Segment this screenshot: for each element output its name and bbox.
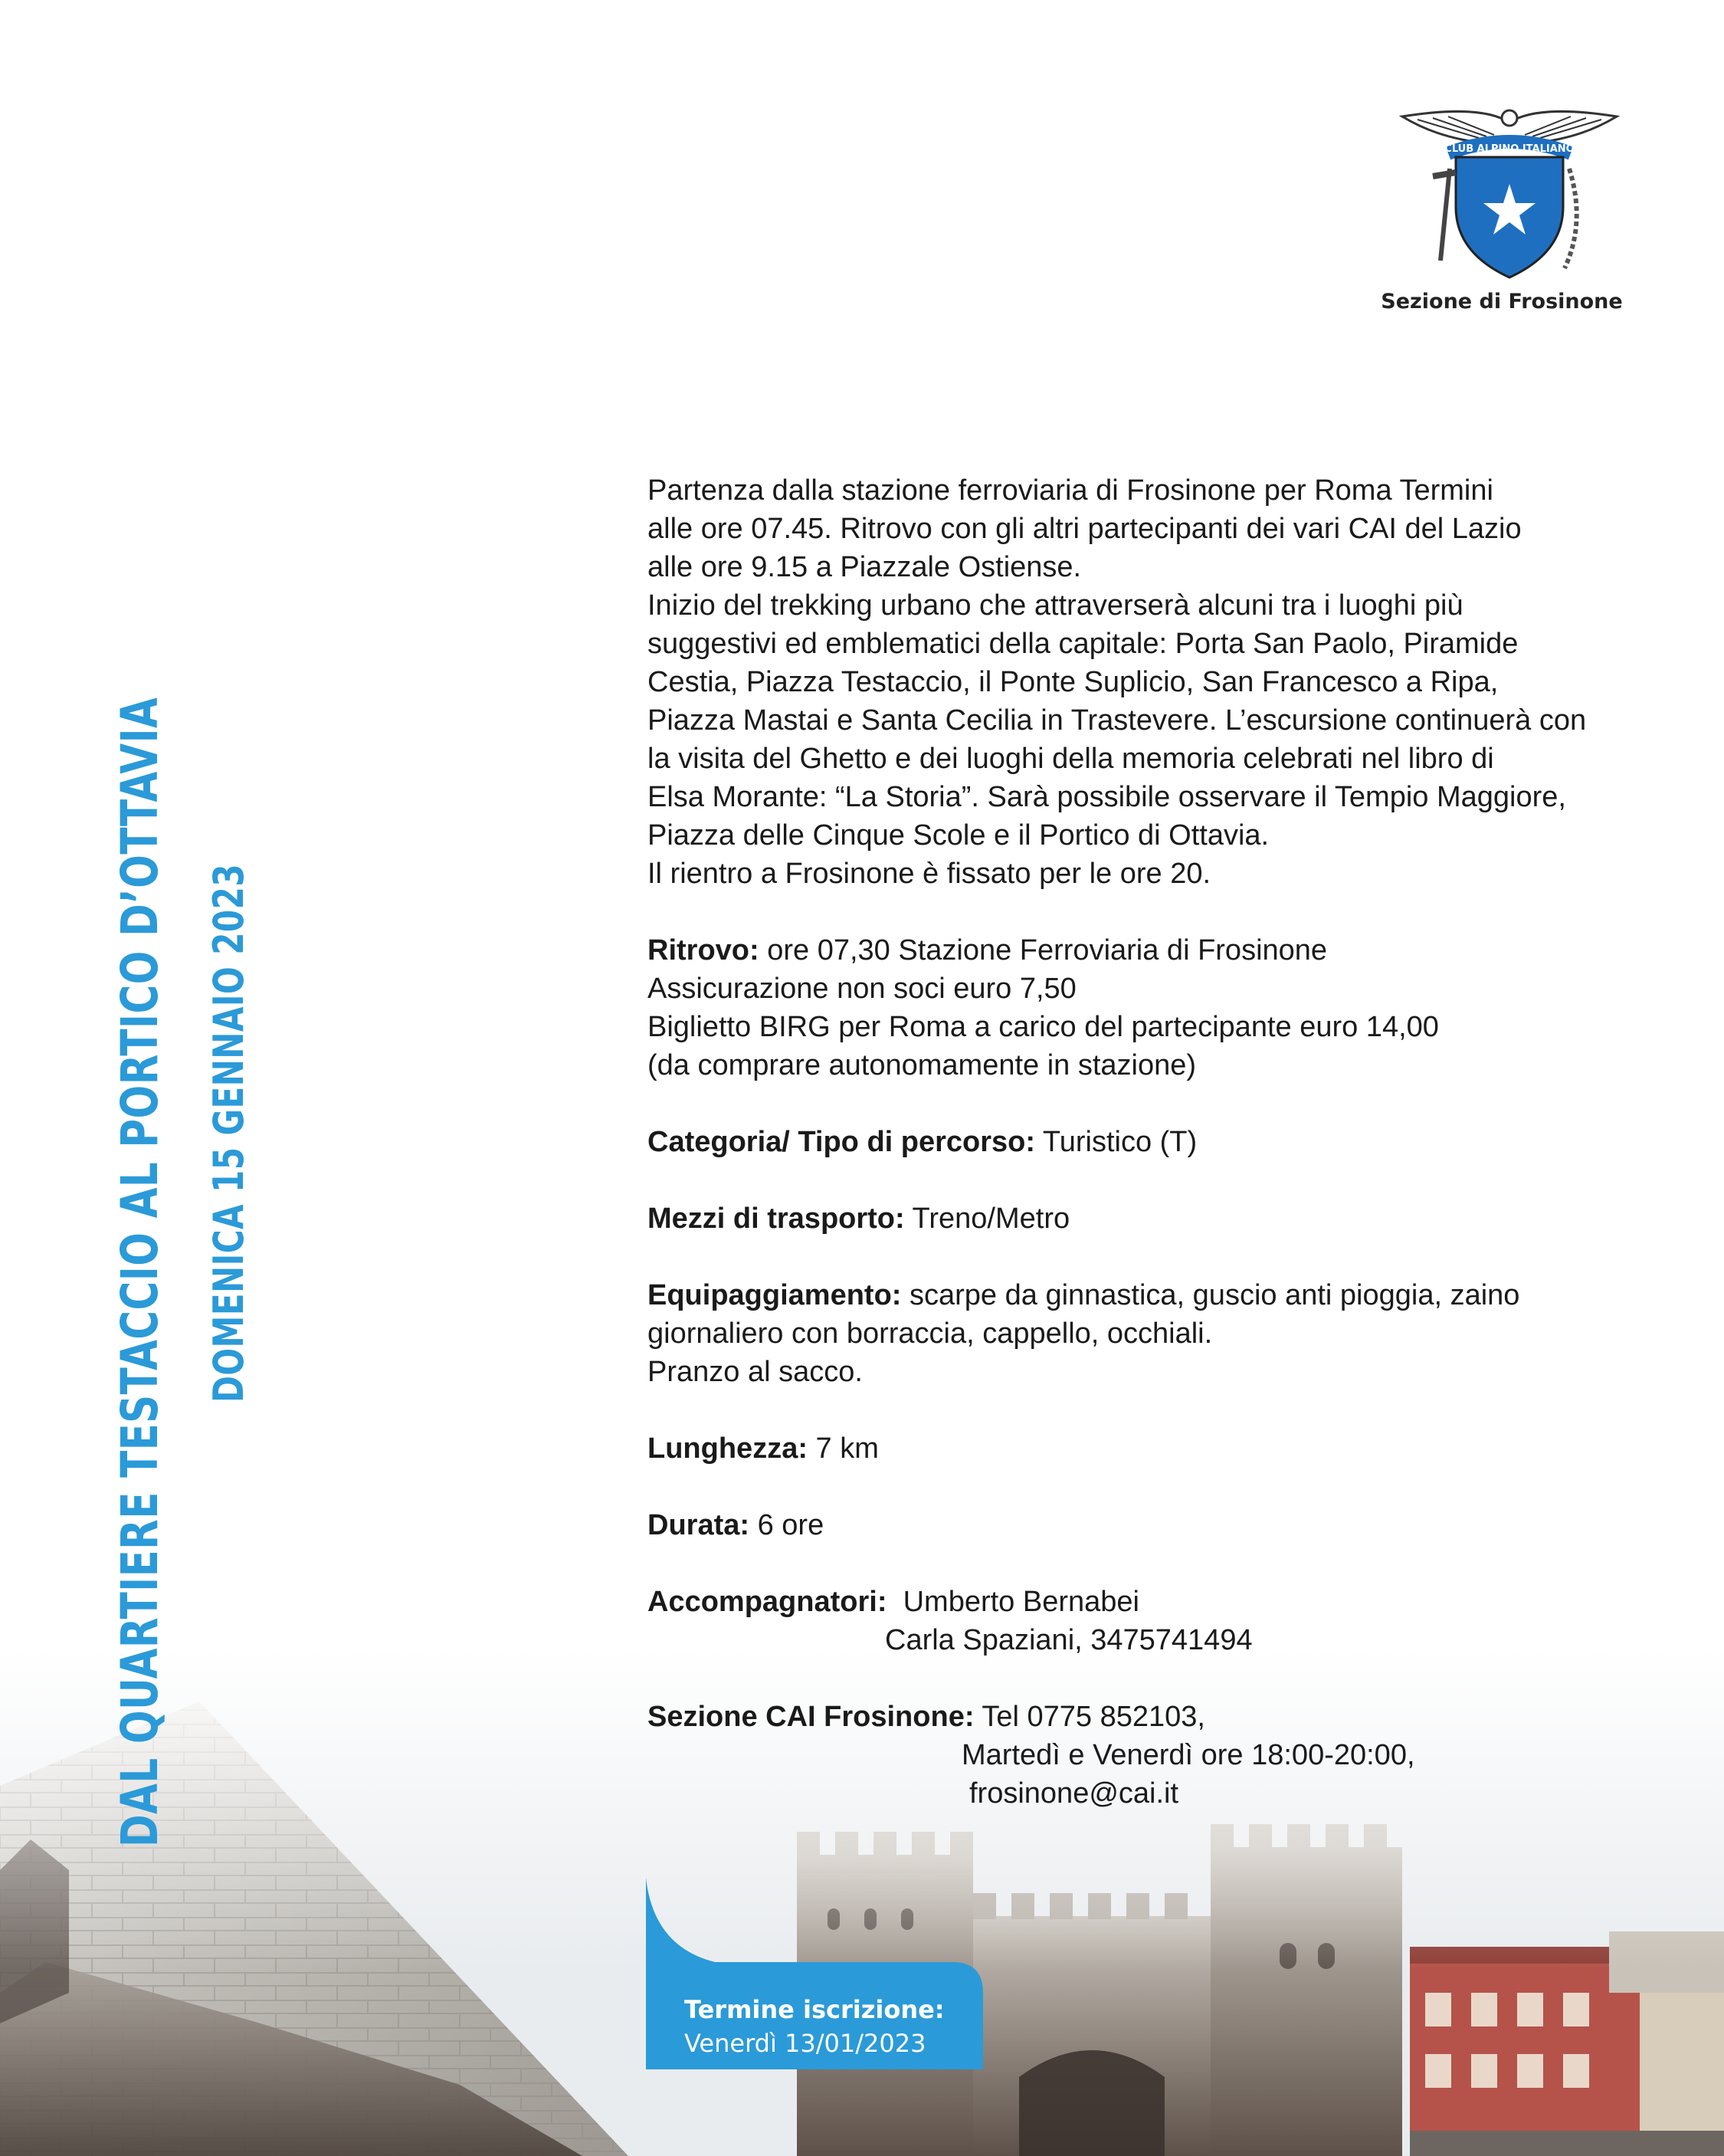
categoria-value: Turistico (T) — [1035, 1126, 1198, 1158]
durata-value: 6 ore — [749, 1509, 824, 1541]
sezione-phone: Tel 0775 852103, — [974, 1701, 1205, 1733]
description-line: Piazza delle Cinque Scole e il Portico di Ottavia. — [647, 819, 1270, 852]
lunghezza-value: 7 km — [807, 1432, 879, 1465]
ritrovo-line: Assicurazione non soci euro 7,50 — [647, 973, 1077, 1005]
accompagnatori-line: Carla Spaziani, 3475741494 — [885, 1624, 1253, 1656]
mezzi-label: Mezzi di trasporto: — [647, 1203, 905, 1235]
ritrovo-row — [647, 931, 1628, 970]
description-line: la visita del Ghetto e dei luoghi della memoria celebrati nel libro di — [647, 743, 1494, 775]
emblem-text: CLUB ALPINO ITALIANO — [1444, 143, 1575, 155]
equipaggiamento-line: Pranzo al sacco. — [647, 1356, 863, 1388]
description-line: Il rientro a Frosinone è fissato per le ore 20. — [647, 858, 1211, 890]
cai-logo-emblem — [1395, 100, 1624, 299]
equipaggiamento-row — [647, 1276, 1628, 1314]
ritrovo-label: Ritrovo: — [647, 934, 759, 966]
accompagnatori-value: Umberto Bernabei — [887, 1586, 1139, 1618]
event-title: DAL QUARTIERE TESTACCIO AL PORTICO D’OTTAVIA — [110, 697, 169, 1848]
mezzi-value: Treno/Metro — [904, 1203, 1070, 1235]
description-line: alle ore 9.15 a Piazzale Ostiense. — [647, 551, 1082, 583]
lunghezza-label: Lunghezza: — [647, 1432, 808, 1465]
description-line: Partenza dalla stazione ferroviaria di Frosinone per Roma Termini — [647, 474, 1493, 507]
categoria-label: Categoria/ Tipo di percorso: — [647, 1126, 1036, 1158]
ritrovo-value: ore 07,30 Stazione Ferroviaria di Frosinone — [759, 934, 1328, 966]
sezione-email[interactable]: frosinone@cai.it — [969, 1777, 1179, 1810]
deadline-text — [684, 1993, 945, 2060]
description-line: Inizio del trekking urbano che attraverserà alcuni tra i luoghi più — [647, 589, 1463, 622]
deadline-label: Termine iscrizione: — [684, 1995, 945, 2024]
durata-row — [647, 1506, 1628, 1544]
description-line: Elsa Morante: “La Storia”. Sarà possibile osservare il Tempio Maggiore, — [647, 781, 1566, 813]
equipaggiamento-value: scarpe da ginnastica, guscio anti pioggia, zaino — [901, 1279, 1520, 1311]
event-details — [647, 471, 1628, 1813]
accompagnatori-label: Accompagnatori: — [647, 1586, 887, 1618]
description-line: alle ore 07.45. Ritrovo con gli altri partecipanti dei vari CAI del Lazio — [647, 513, 1522, 545]
description-line: Cestia, Piazza Testaccio, il Ponte Suplicio, San Francesco a Ripa, — [647, 666, 1499, 698]
sezione-label: Sezione CAI Frosinone: — [647, 1701, 975, 1733]
accompagnatori-row — [647, 1583, 1628, 1621]
equipaggiamento-line: giornaliero con borraccia, cappello, occhiali. — [647, 1318, 1213, 1350]
ritrovo-line: (da comprare autonomamente in stazione) — [647, 1049, 1197, 1081]
mezzi-row — [647, 1199, 1628, 1238]
durata-label: Durata: — [647, 1509, 750, 1541]
equipaggiamento-label: Equipaggiamento: — [647, 1279, 902, 1311]
description-line: Piazza Mastai e Santa Cecilia in Trastevere. L’escursione continuerà con — [647, 704, 1587, 737]
sezione-row — [647, 1698, 1628, 1736]
categoria-row — [647, 1123, 1628, 1161]
lunghezza-row — [647, 1429, 1628, 1468]
description-line: suggestivi ed emblematici della capitale: Porta San Paolo, Piramide — [647, 628, 1519, 660]
sezione-hours: Martedì e Venerdì ore 18:00-20:00, — [962, 1739, 1415, 1771]
section-name: Sezione di Frosinone — [1381, 290, 1623, 313]
event-date: DOMENICA 15 GENNAIO 2023 — [205, 863, 253, 1403]
ritrovo-line: Biglietto BIRG per Roma a carico del partecipante euro 14,00 — [647, 1011, 1439, 1043]
deadline-date: Venerdì 13/01/2023 — [684, 2029, 926, 2058]
